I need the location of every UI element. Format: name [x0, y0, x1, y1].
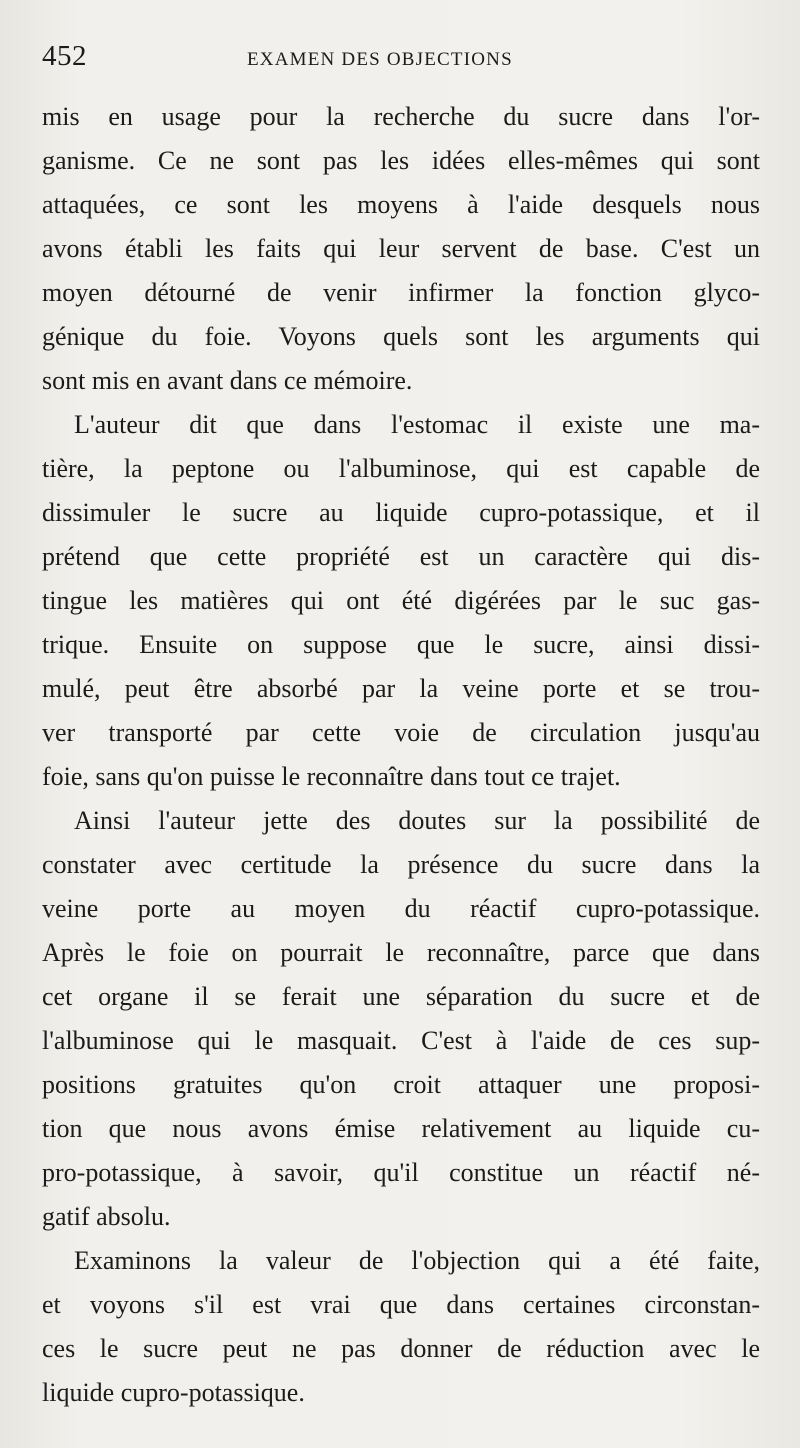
text-line: mis en usage pour la recherche du sucre dans l'or-	[42, 102, 760, 131]
text-line: attaquées, ce sont les moyens à l'aide desquels nous	[42, 190, 760, 219]
text-line: tion que nous avons émise relativement au liquide cu-	[42, 1114, 760, 1143]
text-line: dissimuler le sucre au liquide cupro-potassique, et il	[42, 498, 760, 527]
text-line: sont mis en avant dans ce mémoire.	[42, 366, 413, 395]
text-line: Ainsi l'auteur jette des doutes sur la possibilité de	[74, 806, 760, 835]
text-line: cet organe il se ferait une séparation du sucre et de	[42, 982, 760, 1011]
text-line: foie, sans qu'on puisse le reconnaître dans tout ce trajet.	[42, 762, 621, 791]
text-line: ces le sucre peut ne pas donner de réduction avec le	[42, 1334, 760, 1363]
text-line: pro-potassique, à savoir, qu'il constitue un réactif né-	[42, 1158, 760, 1187]
text-line: constater avec certitude la présence du sucre dans la	[42, 850, 760, 879]
text-line: avons établi les faits qui leur servent de base. C'est un	[42, 234, 760, 263]
text-line: Après le foie on pourrait le reconnaître, parce que dans	[42, 938, 760, 967]
page-number: 452	[42, 40, 87, 72]
text-line: liquide cupro-potassique.	[42, 1378, 305, 1407]
text-line: Examinons la valeur de l'objection qui a été faite,	[74, 1246, 760, 1275]
body-text	[42, 95, 760, 1415]
paragraph	[42, 799, 760, 1239]
paragraph	[42, 1239, 760, 1415]
text-line: gatif absolu.	[42, 1202, 171, 1231]
text-line: tingue les matières qui ont été digérées par le suc gas-	[42, 586, 760, 615]
text-line: veine porte au moyen du réactif cupro-potassique.	[42, 894, 760, 923]
text-line: moyen détourné de venir infirmer la fonction glyco-	[42, 278, 760, 307]
text-line: positions gratuites qu'on croit attaquer une proposi-	[42, 1070, 760, 1099]
text-line: tière, la peptone ou l'albuminose, qui est capable de	[42, 454, 760, 483]
text-line: trique. Ensuite on suppose que le sucre, ainsi dissi-	[42, 630, 760, 659]
text-line: L'auteur dit que dans l'estomac il existe une ma-	[74, 410, 760, 439]
paragraph	[42, 95, 760, 403]
text-line: et voyons s'il est vrai que dans certaines circonstan-	[42, 1290, 760, 1319]
paragraph	[42, 403, 760, 799]
text-line: mulé, peut être absorbé par la veine porte et se trou-	[42, 674, 760, 703]
page-header	[42, 40, 758, 80]
text-line: génique du foie. Voyons quels sont les arguments qui	[42, 322, 760, 351]
text-line: l'albuminose qui le masquait. C'est à l'aide de ces sup-	[42, 1026, 760, 1055]
text-line: ver transporté par cette voie de circulation jusqu'au	[42, 718, 760, 747]
text-line: prétend que cette propriété est un caractère qui dis-	[42, 542, 760, 571]
running-head: EXAMEN DES OBJECTIONS	[247, 49, 513, 70]
text-line: ganisme. Ce ne sont pas les idées elles-mêmes qui sont	[42, 146, 760, 175]
